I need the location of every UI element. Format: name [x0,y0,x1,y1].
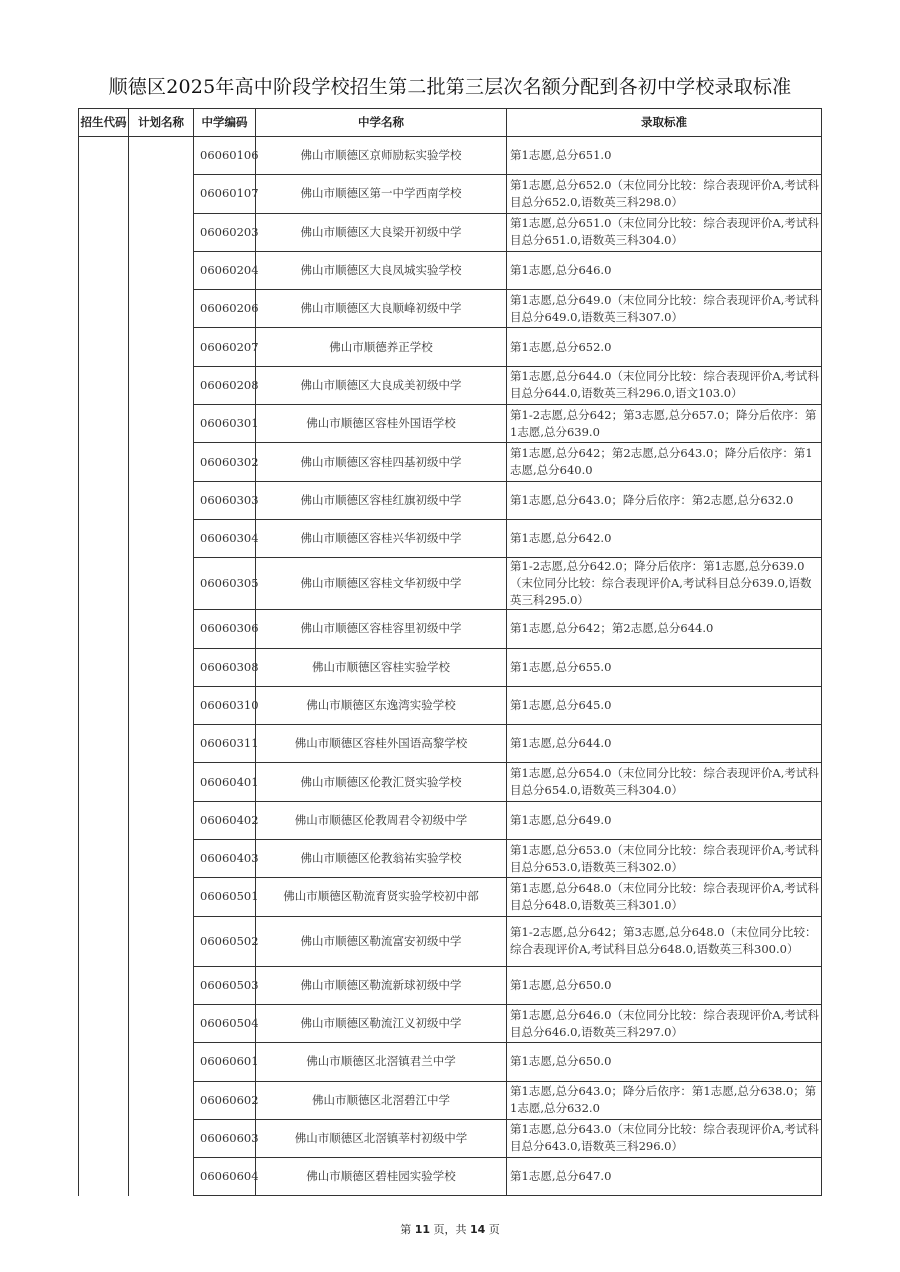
page-footer [0,1221,900,1237]
total-pages: 14 [470,1223,486,1236]
school-name-cell: 佛山市顺德区碧桂园实验学校 [256,1158,507,1196]
admission-standard-cell: 第1志愿,总分652.0（末位同分比较：综合表现评价A,考试科目总分652.0,语数英三科298.0） [507,175,822,213]
school-code-cell: 06060401 [194,763,256,801]
school-name-cell: 佛山市顺德区伦教翁祐实验学校 [256,840,507,878]
admission-standard-cell: 第1志愿,总分646.0（末位同分比较：综合表现评价A,考试科目总分646.0,语数英三科297.0） [507,1004,822,1042]
school-code-cell: 06060402 [194,801,256,839]
school-code-cell: 06060604 [194,1158,256,1196]
admission-standard-cell: 第1志愿,总分650.0 [507,1043,822,1081]
school-code-cell: 06060304 [194,519,256,557]
school-name-cell: 佛山市顺德区容桂文华初级中学 [256,558,507,610]
admission-standard-cell: 第1-2志愿,总分642；第3志愿,总分648.0（末位同分比较：综合表现评价A,考试科目总分648.0,语数英三科300.0） [507,916,822,966]
header-school-name: 中学名称 [256,109,507,137]
admission-standard-cell: 第1-2志愿,总分642.0；降分后依序：第1志愿,总分639.0（末位同分比较：综合表现评价A,考试科目总分639.0,语数英三科295.0） [507,558,822,610]
school-name-cell: 佛山市顺德区容桂红旗初级中学 [256,481,507,519]
admission-standard-cell: 第1志愿,总分655.0 [507,648,822,686]
school-name-cell: 佛山市顺德区大良顺峰初级中学 [256,290,507,328]
admission-standard-cell: 第1志愿,总分647.0 [507,1158,822,1196]
school-name-cell: 佛山市顺德区北滘镇君兰中学 [256,1043,507,1081]
current-page: 11 [414,1223,430,1236]
admission-standard-cell: 第1志愿,总分653.0（末位同分比较：综合表现评价A,考试科目总分653.0,语数英三科302.0） [507,840,822,878]
school-name-cell: 佛山市顺德区容桂四基初级中学 [256,443,507,481]
school-code-cell: 06060208 [194,366,256,404]
admission-table [78,108,822,1196]
admission-standard-cell: 第1志愿,总分646.0 [507,251,822,289]
admission-standard-cell: 第1志愿,总分645.0 [507,686,822,724]
admission-standard-cell: 第1志愿,总分649.0（末位同分比较：综合表现评价A,考试科目总分649.0,语数英三科307.0） [507,290,822,328]
admission-standard-cell: 第1志愿,总分648.0（末位同分比较：综合表现评价A,考试科目总分648.0,语数英三科301.0） [507,878,822,916]
school-code-cell: 06060501 [194,878,256,916]
admission-standard-cell: 第1志愿,总分643.0；降分后依序：第1志愿,总分638.0；第1志愿,总分632.0 [507,1081,822,1119]
school-name-cell: 佛山市顺德区伦教汇贤实验学校 [256,763,507,801]
school-code-cell: 06060301 [194,405,256,443]
header-plan-name: 计划名称 [129,109,194,137]
school-code-cell: 06060403 [194,840,256,878]
footer-middle: 页，共 [430,1223,470,1236]
admission-standard-cell: 第1志愿,总分651.0 [507,137,822,175]
admission-standard-cell: 第1志愿,总分651.0（末位同分比较：综合表现评价A,考试科目总分651.0,语数英三科304.0） [507,213,822,251]
admission-standard-cell: 第1志愿,总分643.0（末位同分比较：综合表现评价A,考试科目总分643.0,语数英三科296.0） [507,1119,822,1157]
school-code-cell: 06060602 [194,1081,256,1119]
school-code-cell: 06060204 [194,251,256,289]
page-title: 顺德区2025年高中阶段学校招生第二批第三层次名额分配到各初中学校录取标准 [108,76,792,98]
school-code-cell: 06060308 [194,648,256,686]
school-name-cell: 佛山市顺德区伦教周君令初级中学 [256,801,507,839]
school-name-cell: 佛山市顺德区容桂兴华初级中学 [256,519,507,557]
school-name-cell: 佛山市顺德区容桂容里初级中学 [256,610,507,648]
table-header-row [79,109,822,137]
admission-standard-cell: 第1-2志愿,总分642；第3志愿,总分657.0；降分后依序：第1志愿,总分639.0 [507,405,822,443]
school-code-cell: 06060107 [194,175,256,213]
school-code-cell: 06060603 [194,1119,256,1157]
header-admission-standard: 录取标准 [507,109,822,137]
school-code-cell: 06060106 [194,137,256,175]
admission-standard-cell: 第1志愿,总分654.0（末位同分比较：综合表现评价A,考试科目总分654.0,语数英三科304.0） [507,763,822,801]
school-code-cell: 06060502 [194,916,256,966]
admission-standard-cell: 第1志愿,总分650.0 [507,966,822,1004]
school-name-cell: 佛山市顺德区容桂实验学校 [256,648,507,686]
admission-standard-cell: 第1志愿,总分643.0；降分后依序：第2志愿,总分632.0 [507,481,822,519]
footer-prefix: 第 [400,1223,415,1236]
plan-name-cell [129,137,194,1196]
school-code-cell: 06060306 [194,610,256,648]
school-name-cell: 佛山市顺德区勒流江义初级中学 [256,1004,507,1042]
school-code-cell: 06060310 [194,686,256,724]
school-name-cell: 佛山市顺德区东逸湾实验学校 [256,686,507,724]
table-row [79,137,822,175]
school-code-cell: 06060503 [194,966,256,1004]
school-code-cell: 06060311 [194,725,256,763]
admission-standard-cell: 第1志愿,总分649.0 [507,801,822,839]
admission-standard-cell: 第1志愿,总分644.0 [507,725,822,763]
school-name-cell: 佛山市顺德区京师励耘实验学校 [256,137,507,175]
admission-standard-cell: 第1志愿,总分642；第2志愿,总分644.0 [507,610,822,648]
school-code-cell: 06060302 [194,443,256,481]
school-name-cell: 佛山市顺德区大良成美初级中学 [256,366,507,404]
school-name-cell: 佛山市顺德区大良凤城实验学校 [256,251,507,289]
school-code-cell: 06060305 [194,558,256,610]
school-name-cell: 佛山市顺德区北滘碧江中学 [256,1081,507,1119]
school-code-cell: 06060206 [194,290,256,328]
school-name-cell: 佛山市顺德养正学校 [256,328,507,366]
footer-suffix: 页 [485,1223,500,1236]
school-name-cell: 佛山市顺德区容桂外国语学校 [256,405,507,443]
header-school-code: 中学编码 [194,109,256,137]
school-name-cell: 佛山市顺德区勒流富安初级中学 [256,916,507,966]
school-name-cell: 佛山市顺德区大良梁开初级中学 [256,213,507,251]
school-code-cell: 06060207 [194,328,256,366]
school-name-cell: 佛山市顺德区勒流育贤实验学校初中部 [256,878,507,916]
admission-standard-cell: 第1志愿,总分644.0（末位同分比较：综合表现评价A,考试科目总分644.0,语数英三科296.0,语文103.0） [507,366,822,404]
school-name-cell: 佛山市顺德区容桂外国语高黎学校 [256,725,507,763]
admission-standard-cell: 第1志愿,总分642；第2志愿,总分643.0；降分后依序：第1志愿,总分640.0 [507,443,822,481]
school-name-cell: 佛山市顺德区勒流新球初级中学 [256,966,507,1004]
school-code-cell: 06060601 [194,1043,256,1081]
school-name-cell: 佛山市顺德区第一中学西南学校 [256,175,507,213]
admission-standard-cell: 第1志愿,总分642.0 [507,519,822,557]
school-code-cell: 06060504 [194,1004,256,1042]
school-code-cell: 06060303 [194,481,256,519]
school-code-cell: 06060203 [194,213,256,251]
header-enrollment-code: 招生代码 [79,109,129,137]
enrollment-code-cell [79,137,129,1196]
admission-standard-cell: 第1志愿,总分652.0 [507,328,822,366]
school-name-cell: 佛山市顺德区北滘镇莘村初级中学 [256,1119,507,1157]
